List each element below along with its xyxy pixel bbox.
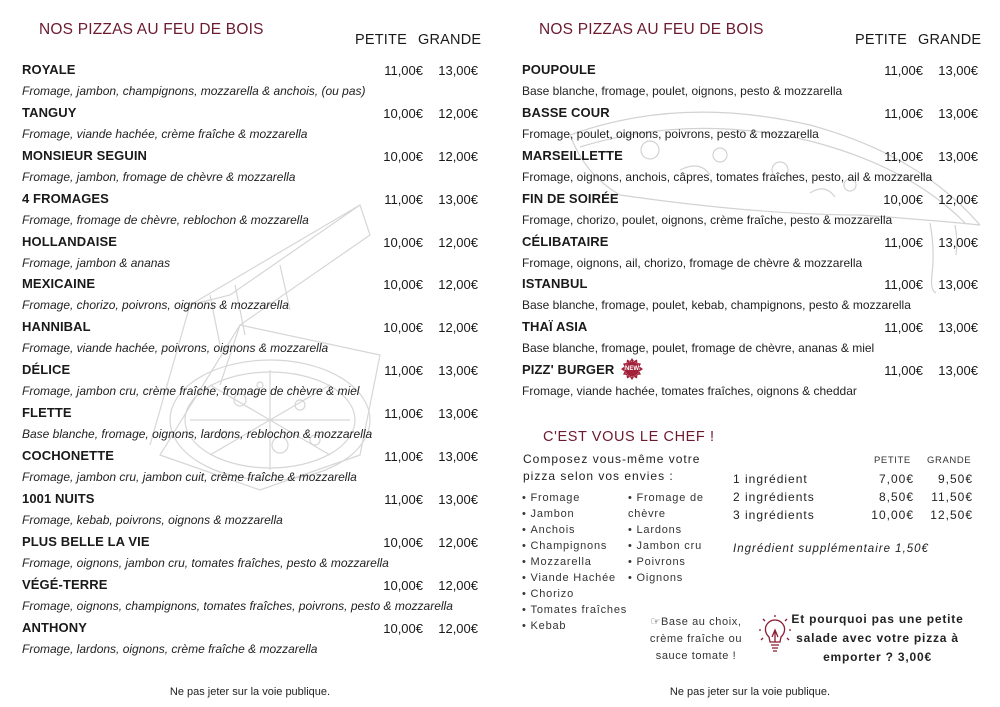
price-petite: 11,00€ bbox=[884, 234, 923, 250]
pizza-name: MEXICAINE bbox=[22, 276, 96, 292]
price-petite: 10,00€ bbox=[383, 277, 423, 293]
pizza-item bbox=[22, 60, 482, 103]
column-header-petite: PETITE bbox=[855, 32, 907, 48]
price-grande: 13,00€ bbox=[938, 277, 978, 293]
price-grande: 13,00€ bbox=[938, 320, 978, 336]
pizza-item bbox=[22, 103, 482, 146]
price-grande: 13,00€ bbox=[438, 449, 478, 465]
pizza-description: Fromage, jambon, fromage de chèvre & mozzarella bbox=[22, 169, 296, 184]
pizza-name: DÉLICE bbox=[22, 362, 71, 378]
pizza-item bbox=[522, 60, 982, 103]
pizza-name: POUPOULE bbox=[522, 62, 596, 77]
pizza-description: Fromage, jambon cru, crème fraîche, fromage de chèvre & miel bbox=[22, 384, 360, 399]
pizza-item bbox=[522, 274, 982, 317]
pizza-name: ROYALE bbox=[22, 62, 76, 77]
price-grande: 12,00€ bbox=[938, 191, 978, 207]
price-petite: 11,00€ bbox=[884, 148, 923, 164]
pizza-name: HANNIBAL bbox=[22, 319, 91, 335]
price-petite: 10,00€ bbox=[383, 148, 423, 164]
pizza-description: Fromage, jambon, champignons, mozzarella & anchois, (ou pas) bbox=[22, 84, 366, 98]
pizza-description: Fromage, jambon cru, jambon cuit, crème fraîche & mozzarella bbox=[22, 470, 357, 485]
ingredient-item: • Fromage bbox=[522, 490, 630, 506]
pizza-description: Fromage, viande hachée, tomates fraîches, oignons & cheddar bbox=[522, 384, 857, 399]
base-choice-note: ☞Base au choix, crème fraîche ou sauce tomate ! bbox=[649, 616, 743, 662]
pizza-item bbox=[522, 317, 982, 360]
pizza-item bbox=[22, 189, 482, 232]
price-grande: 13,00€ bbox=[438, 491, 478, 507]
pizza-item bbox=[22, 489, 482, 532]
price-petite: 10,00€ bbox=[383, 620, 423, 636]
price-grande: 11,50€ bbox=[931, 490, 973, 504]
ingredient-item: • Tomates fraîches bbox=[522, 602, 630, 618]
pizza-name: FLETTE bbox=[22, 405, 72, 421]
pizza-item bbox=[522, 146, 982, 189]
price-petite: 11,00€ bbox=[384, 406, 423, 422]
pizza-name: 1001 NUITS bbox=[22, 490, 95, 506]
pizza-list bbox=[522, 60, 982, 403]
price-petite: 10,00€ bbox=[383, 534, 423, 550]
pizza-description: Fromage, oignons, anchois, câpres, tomates fraîches, pesto, ail & mozzarella bbox=[522, 169, 933, 184]
price-petite: 11,00€ bbox=[384, 363, 423, 379]
ingredient-item: • Viande Hachée bbox=[522, 570, 630, 586]
price-grande: 12,00€ bbox=[438, 534, 478, 550]
price-petite: 11,00€ bbox=[884, 277, 923, 293]
price-petite: 10,00€ bbox=[383, 577, 423, 593]
price-petite: 11,00€ bbox=[384, 191, 423, 207]
ingredient-count-label: 2 ingrédients bbox=[733, 490, 815, 504]
pizza-description: Fromage, fromage de chèvre, reblochon & mozzarella bbox=[22, 212, 309, 227]
price-petite: 11,00€ bbox=[884, 320, 923, 336]
pizza-description: Fromage, lardons, oignons, crème fraîche & mozzarella bbox=[22, 641, 318, 656]
price-grande: 12,50€ bbox=[930, 508, 973, 522]
pizza-description: Fromage, chorizo, poivrons, oignons & mozzarella bbox=[22, 298, 289, 313]
pizza-description: Fromage, viande hachée, crème fraîche & mozzarella bbox=[22, 126, 308, 141]
ingredient-item: • Chorizo bbox=[522, 586, 630, 602]
ingredient-item: • Champignons bbox=[522, 538, 630, 554]
salade-offer: Et pourquoi pas une petite salade avec votre pizza à emporter ? 3,00€ bbox=[791, 612, 964, 664]
pizza-name: MARSEILLETTE bbox=[522, 147, 623, 163]
ingredient-list-1 bbox=[522, 490, 630, 634]
price-grande: 13,00€ bbox=[438, 363, 478, 379]
price-grande: 13,00€ bbox=[438, 406, 478, 422]
price-grande: 13,00€ bbox=[938, 148, 978, 164]
pizza-item bbox=[22, 403, 482, 446]
pizza-description: Base blanche, fromage, poulet, oignons, pesto & mozzarella bbox=[522, 84, 843, 98]
price-grande: 12,00€ bbox=[438, 320, 478, 336]
price-petite: 10,00€ bbox=[383, 105, 423, 121]
price-header-grande: GRANDE bbox=[927, 455, 972, 466]
pizza-item bbox=[22, 274, 482, 317]
price-petite: 10,00€ bbox=[383, 234, 423, 250]
pizza-name: ISTANBUL bbox=[522, 276, 588, 292]
pizza-description: Base blanche, fromage, oignons, lardons, reblochon & mozzarella bbox=[22, 427, 373, 442]
price-grande: 13,00€ bbox=[938, 363, 978, 379]
ingredient-count-label: 3 ingrédients bbox=[733, 508, 815, 522]
pizza-name: HOLLANDAISE bbox=[22, 233, 117, 249]
pizza-item bbox=[22, 317, 482, 360]
price-petite: 8,50€ bbox=[878, 490, 914, 504]
pizza-name: ANTHONY bbox=[22, 619, 87, 635]
column-header-petite: PETITE bbox=[355, 32, 407, 48]
pizza-description: Fromage, poulet, oignons, poivrons, pesto & mozzarella bbox=[522, 126, 819, 141]
ingredient-item: • Lardons bbox=[628, 522, 718, 538]
pizza-item bbox=[22, 146, 482, 189]
price-grande: 12,00€ bbox=[438, 105, 478, 121]
price-row bbox=[733, 490, 978, 508]
ingredient-item: • Poivrons bbox=[628, 554, 718, 570]
price-grande: 13,00€ bbox=[438, 63, 478, 78]
pizza-name: PIZZ' BURGER bbox=[522, 362, 615, 378]
supplement-price: Ingrédient supplémentaire 1,50€ bbox=[733, 543, 929, 555]
pizza-item bbox=[22, 232, 482, 275]
pizza-item bbox=[22, 360, 482, 403]
pizza-item bbox=[522, 232, 982, 275]
pizza-name: PLUS BELLE LA VIE bbox=[22, 533, 150, 549]
price-grande: 12,00€ bbox=[438, 277, 478, 293]
ingredient-count-label: 1 ingrédient bbox=[733, 472, 808, 486]
ingredient-item: • Oignons bbox=[628, 570, 718, 586]
pizza-description: Fromage, jambon & ananas bbox=[22, 255, 171, 270]
pizza-name: THAÏ ASIA bbox=[522, 319, 588, 335]
pizza-item bbox=[22, 618, 482, 661]
pizza-item bbox=[22, 575, 482, 618]
new-badge-icon bbox=[621, 358, 643, 380]
price-grande: 12,00€ bbox=[438, 148, 478, 164]
price-petite: 11,00€ bbox=[384, 491, 423, 507]
ingredient-list-2 bbox=[628, 490, 718, 586]
pizza-description: Fromage, kebab, poivrons, oignons & mozzarella bbox=[22, 512, 283, 527]
chef-section-title: C'EST VOUS LE CHEF ! bbox=[543, 429, 715, 445]
pizza-item bbox=[522, 189, 982, 232]
price-grande: 13,00€ bbox=[938, 63, 978, 78]
price-petite: 7,00€ bbox=[878, 472, 914, 486]
pizza-name: CÉLIBATAIRE bbox=[522, 233, 609, 249]
price-petite: 11,00€ bbox=[884, 105, 923, 121]
pizza-item bbox=[522, 103, 982, 146]
ingredient-item: • Mozzarella bbox=[522, 554, 630, 570]
pizza-description: Fromage, chorizo, poulet, oignons, crème fraîche, pesto & mozzarella bbox=[522, 212, 893, 227]
price-petite: 11,00€ bbox=[384, 449, 423, 465]
price-petite: 10,00€ bbox=[883, 191, 923, 207]
pizza-name: COCHONETTE bbox=[22, 448, 114, 464]
pizza-description: Fromage, viande hachée, poivrons, oignons & mozzarella bbox=[22, 341, 329, 356]
price-petite: 11,00€ bbox=[384, 63, 423, 78]
ingredient-item: • Jambon bbox=[522, 506, 630, 522]
pizza-description: Base blanche, fromage, poulet, fromage de chèvre, ananas & miel bbox=[522, 341, 875, 356]
pizza-name: 4 FROMAGES bbox=[22, 190, 109, 206]
price-grande: 9,50€ bbox=[937, 472, 973, 486]
pizza-name: MONSIEUR SEGUIN bbox=[22, 147, 148, 163]
footer-notice: Ne pas jeter sur la voie publique. bbox=[169, 686, 331, 698]
price-petite: 10,00€ bbox=[383, 320, 423, 336]
column-header-grande: GRANDE bbox=[918, 32, 982, 48]
lightbulb-icon bbox=[758, 615, 792, 655]
price-grande: 13,00€ bbox=[438, 191, 478, 207]
ingredient-item: • Jambon cru bbox=[628, 538, 718, 554]
column-header-grande: GRANDE bbox=[418, 32, 482, 48]
pizza-name: TANGUY bbox=[22, 104, 77, 120]
price-petite: 10,00€ bbox=[871, 508, 914, 522]
pizza-description: Fromage, oignons, champignons, tomates fraîches, poivrons, pesto & mozzarella bbox=[22, 598, 453, 613]
pizza-item bbox=[22, 532, 482, 575]
pizza-name: FIN DE SOIRÉE bbox=[522, 190, 619, 206]
price-grande: 12,00€ bbox=[438, 577, 478, 593]
pizza-name: VÉGÉ-TERRE bbox=[22, 576, 108, 592]
price-row bbox=[733, 508, 978, 526]
pizza-item bbox=[522, 360, 982, 403]
price-header-petite: PETITE bbox=[874, 455, 911, 466]
price-petite: 11,00€ bbox=[884, 363, 923, 379]
pizza-description: Fromage, oignons, jambon cru, tomates fraîches, pesto & mozzarella bbox=[22, 555, 389, 570]
ingredient-item: • Anchois bbox=[522, 522, 630, 538]
pizza-list bbox=[22, 60, 482, 660]
price-grande: 12,00€ bbox=[438, 620, 478, 636]
chef-intro-text: Composez vous-même votre pizza selon vos envies : bbox=[523, 452, 701, 483]
price-petite: 11,00€ bbox=[884, 63, 923, 78]
pizza-item bbox=[22, 446, 482, 489]
price-row bbox=[733, 472, 978, 490]
new-badge-label: NEW bbox=[625, 366, 639, 373]
price-grande: 13,00€ bbox=[938, 105, 978, 121]
ingredient-item: • Fromage de chèvre bbox=[628, 490, 718, 522]
price-grande: 12,00€ bbox=[438, 234, 478, 250]
pizza-description: Fromage, oignons, ail, chorizo, fromage de chèvre & mozzarella bbox=[522, 255, 863, 270]
menu-title: NOS PIZZAS AU FEU DE BOIS bbox=[39, 21, 264, 38]
pizza-name: BASSE COUR bbox=[522, 104, 610, 120]
menu-title: NOS PIZZAS AU FEU DE BOIS bbox=[539, 21, 764, 38]
ingredient-item: • Kebab bbox=[522, 618, 630, 634]
price-grande: 13,00€ bbox=[938, 234, 978, 250]
footer-notice: Ne pas jeter sur la voie publique. bbox=[669, 686, 831, 698]
pizza-description: Base blanche, fromage, poulet, kebab, champignons, pesto & mozzarella bbox=[522, 298, 911, 313]
